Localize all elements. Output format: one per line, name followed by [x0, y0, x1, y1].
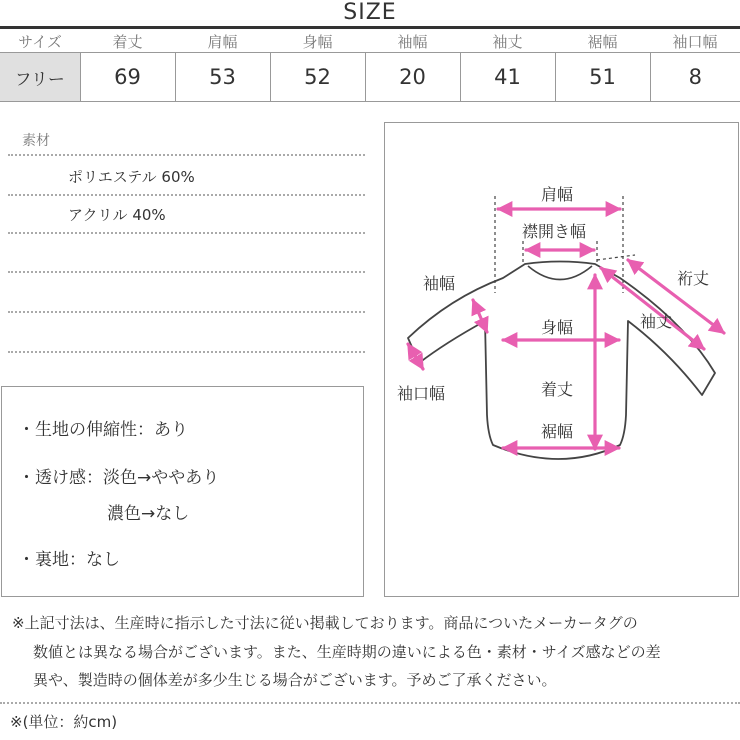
- unit-note: ※(単位：約cm): [10, 713, 118, 731]
- dotted-divider: [0, 702, 740, 704]
- header-size: サイズ: [18, 32, 62, 51]
- sheer-light-text: ・透け感：淡色→ややあり: [18, 468, 220, 488]
- cell-cuff-width: 8: [650, 53, 740, 102]
- header-cuff-width: 袖口幅: [672, 32, 718, 51]
- label-neck-width: 襟開き幅: [522, 222, 587, 241]
- note-line-1: ※上記寸法は、生産時に指示した寸法に従い掲載しております。商品についたメーカータグの: [12, 614, 638, 632]
- stretch-text: ・生地の伸縮性：あり: [18, 420, 188, 440]
- header-sleeve-width: 袖幅: [397, 32, 428, 51]
- label-sleeve-width: 袖幅: [423, 274, 456, 293]
- cell-sleeve-width: 20: [365, 53, 460, 102]
- lining-text: ・裏地：なし: [18, 550, 120, 570]
- dotted-divider: [8, 194, 365, 196]
- note-line-2: 数値とは異なる場合がございます。また、生産時期の違いによる色・素材・サイズ感などの差: [33, 643, 661, 661]
- header-hem-width: 裾幅: [587, 32, 618, 51]
- size-title: SIZE: [343, 0, 397, 25]
- note-line-3: 異や、製造時の個体差が多少生じる場合がございます。予めご了承ください。: [33, 671, 557, 689]
- header-shoulder: 肩幅: [207, 32, 238, 51]
- size-table: [0, 30, 740, 102]
- sweater-drawing: [385, 123, 740, 598]
- material-item-acrylic: アクリル 40%: [68, 206, 166, 224]
- header-length: 着丈: [112, 32, 143, 51]
- label-shoulder: 肩幅: [541, 185, 574, 204]
- label-body-width: 身幅: [541, 318, 574, 337]
- label-sleeve-length: 袖丈: [640, 312, 673, 331]
- cell-size: フリー: [0, 53, 80, 102]
- dotted-divider: [8, 154, 365, 156]
- title-underline: [0, 26, 740, 29]
- neckline: [528, 266, 592, 280]
- dotted-divider: [8, 311, 365, 313]
- cell-sleeve-length: 41: [460, 53, 555, 102]
- cell-body-width: 52: [270, 53, 365, 102]
- material-item-polyester: ポリエステル 60%: [68, 168, 195, 186]
- material-label: 素材: [22, 133, 50, 149]
- label-length: 着丈: [541, 380, 574, 399]
- header-sleeve-length: 袖丈: [492, 32, 523, 51]
- sheer-dark-text: 濃色→なし: [107, 504, 190, 524]
- dotted-divider: [8, 232, 365, 234]
- cell-shoulder: 53: [175, 53, 270, 102]
- header-body-width: 身幅: [302, 32, 333, 51]
- dotted-divider: [8, 351, 365, 353]
- label-hem-width: 裾幅: [541, 422, 574, 441]
- label-yuki: 裄丈: [677, 269, 710, 288]
- table-row: [0, 53, 740, 102]
- fabric-properties-box: [1, 386, 364, 597]
- cuff-width-arrow: [408, 344, 423, 369]
- cell-hem-width: 51: [555, 53, 650, 102]
- label-cuff-width: 袖口幅: [397, 384, 446, 403]
- cell-length: 69: [80, 53, 175, 102]
- dotted-divider: [8, 271, 365, 273]
- garment-diagram: [384, 122, 739, 597]
- size-table-header-row: [0, 30, 740, 53]
